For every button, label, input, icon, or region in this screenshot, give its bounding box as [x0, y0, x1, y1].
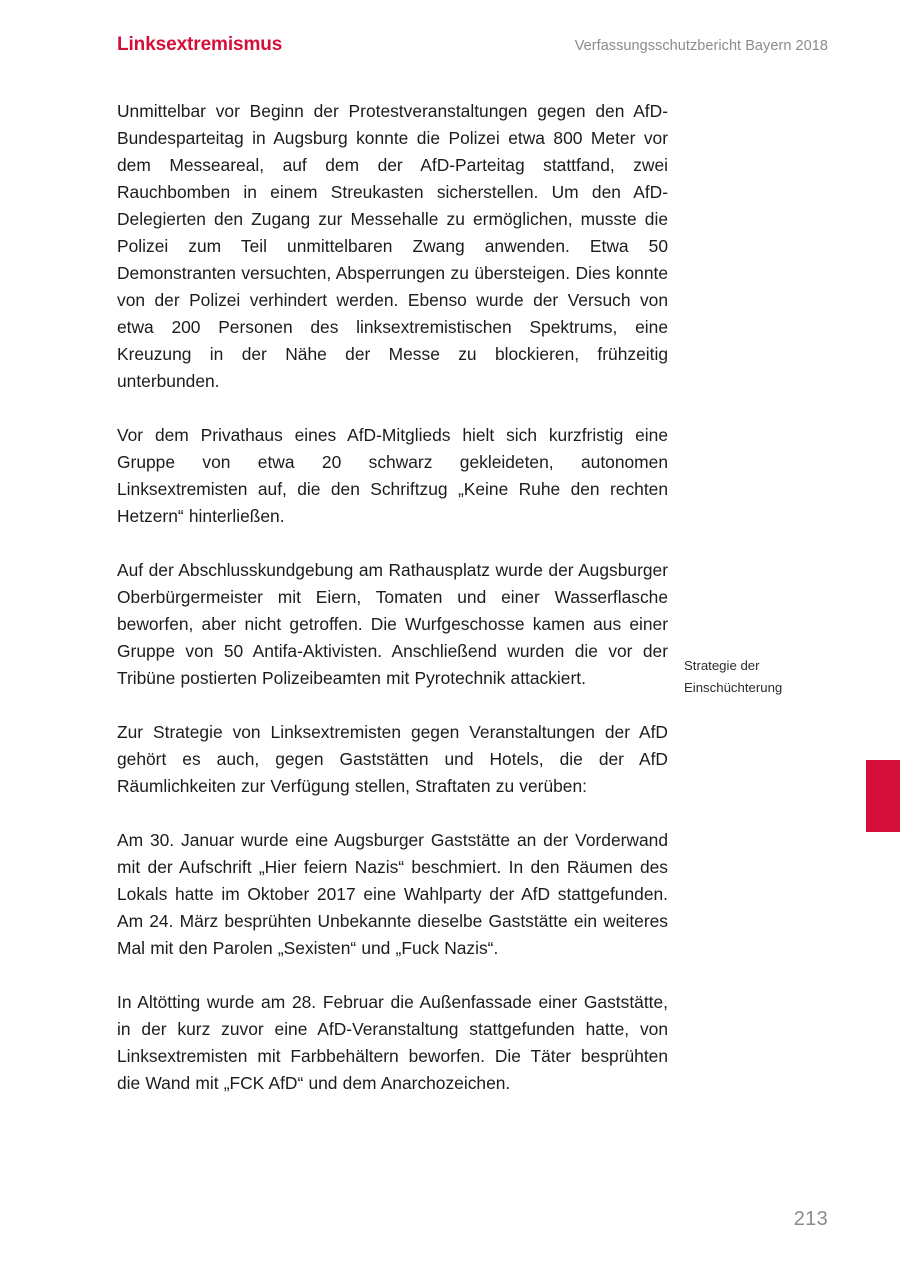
page-number: 213: [793, 1208, 828, 1230]
running-head: [117, 34, 828, 60]
chapter-title: Linksextremismus: [117, 34, 283, 55]
paragraph: In Altötting wurde am 28. Februar die Außenfassade einer Gaststätte, in der kurz zuvor eine AfD-Veranstaltung stattgefunden hatte, von Linksextremisten mit Farbbehältern beworfen. Die Täter besprühten die Wand mit „FCK AfD“ und dem Anarchozeichen.: [117, 992, 668, 1093]
paragraph: Vor dem Privathaus eines AfD-Mitglieds hielt sich kurzfristig eine Gruppe von etwa 20 schwarz gekleideten, autonomen Linksextremisten auf, die den Schriftzug „Keine Ruhe den rechten Hetzern“ hinterließen.: [117, 425, 668, 526]
margin-note: [684, 655, 849, 699]
body-text-column: [117, 98, 668, 1097]
paragraph: Unmittelbar vor Beginn der Protestveranstaltungen gegen den AfD-Bundesparteitag in Augsburg konnte die Polizei etwa 800 Meter vor dem Messeareal, auf dem der AfD-Parteitag stattfand, zwei Rauchbomben in einem Streukasten sicherstellen. Um den AfD-Delegierten den Zugang zur Messehalle zu ermöglichen, musste die Polizei zum Teil unmittelbaren Zwang anwenden. Etwa 50 Demonstranten versuchten, Absperrungen zu übersteigen. Dies konnte von der Polizei verhindert werden. Ebenso wurde der Versuch von etwa 200 Personen des linksextremistischen Spektrums, eine Kreuzung in der Nähe der Messe zu blockieren, frühzeitig unterbunden.: [117, 101, 668, 391]
report-title: Verfassungsschutzbericht Bayern 2018: [574, 38, 828, 54]
paragraph: Am 30. Januar wurde eine Augsburger Gaststätte an der Vorderwand mit der Aufschrift „Hier feiern Nazis“ beschmiert. In den Räumen des Lokals hatte im Oktober 2017 eine Wahlparty der AfD stattgefunden. Am 24. März besprühten Unbekannte dieselbe Gaststätte ein weiteres Mal mit den Parolen „Sexisten“ und „Fuck Nazis“.: [117, 830, 668, 958]
paragraph: Zur Strategie von Linksextremisten gegen Veranstaltungen der AfD gehört es auch, gegen Gaststätten und Hotels, die der AfD Räumlichkeiten zur Verfügung stellen, Straftaten zu verüben:: [117, 722, 668, 796]
margin-note-line-2: Einschüchterung: [684, 680, 783, 695]
paragraph: Auf der Abschlusskundgebung am Rathausplatz wurde der Augsburger Oberbürgermeister mit Eiern, Tomaten und einer Wasserflasche beworfen, aber nicht getroffen. Die Wurfgeschosse kamen aus einer Gruppe von 50 Antifa-Aktivisten. Anschließend wurden die vor der Tribüne postierten Polizeibeamten mit Pyrotechnik attackiert.: [117, 560, 668, 688]
chapter-thumb-tab: [866, 760, 900, 832]
margin-note-line-1: Strategie der: [684, 658, 760, 673]
